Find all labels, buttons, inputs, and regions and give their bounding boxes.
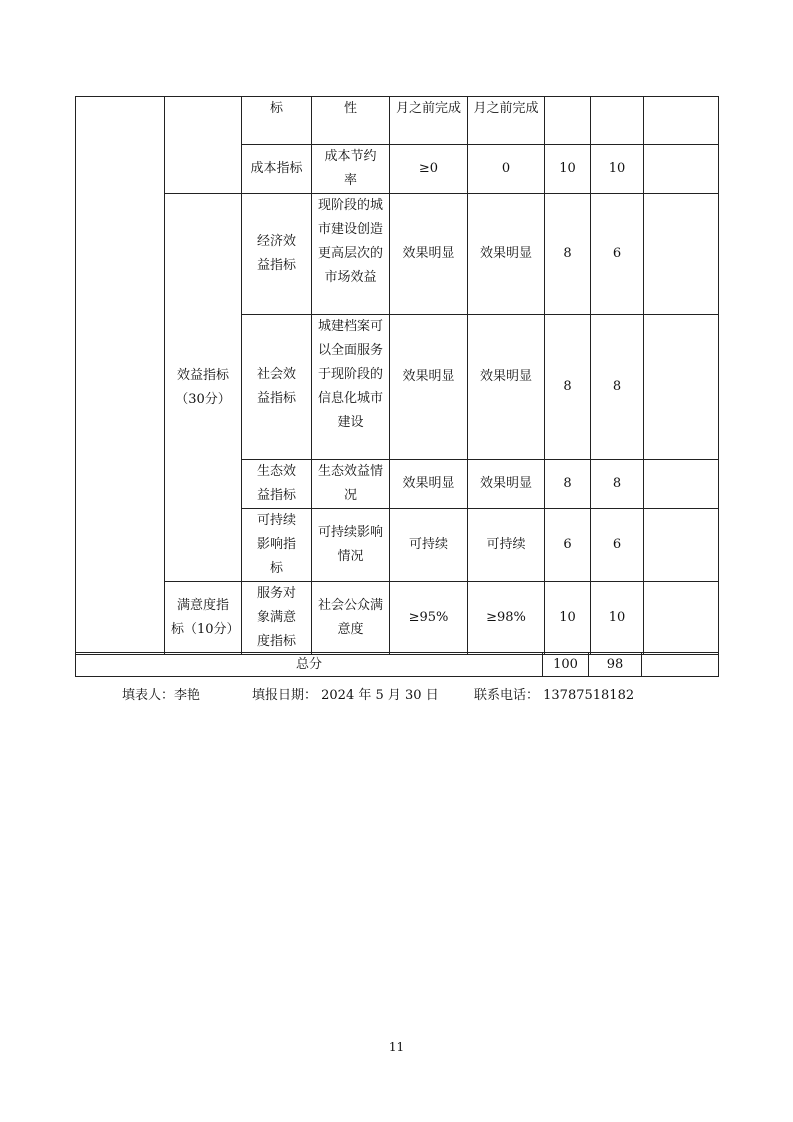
- table-row: [76, 97, 719, 145]
- table-cell: [644, 145, 719, 194]
- filler-name: 填表人：李艳: [122, 688, 201, 703]
- benefit-group-label: 效益指标（30分）: [165, 194, 242, 582]
- contact-phone: 联系电话： 13787518182: [474, 688, 635, 703]
- table-cell: ≥0: [390, 145, 468, 194]
- total-target: 100: [543, 653, 589, 677]
- table-cell: [591, 97, 644, 145]
- table-cell: 10: [545, 145, 591, 194]
- table-cell: 月之前完成: [390, 97, 468, 145]
- table-cell: 8: [591, 460, 644, 509]
- table-cell: 服务对象满意度指标: [242, 582, 312, 655]
- table-cell: 成本指标: [242, 145, 312, 194]
- table-cell: [545, 97, 591, 145]
- table-cell: 社会公众满意度: [312, 582, 390, 655]
- table-cell: 经济效益指标: [242, 194, 312, 315]
- table-cell: 月之前完成: [468, 97, 545, 145]
- table-cell: [76, 97, 165, 655]
- table-cell: 生态效益情况: [312, 460, 390, 509]
- table-cell: 8: [545, 460, 591, 509]
- table-cell: ≥98%: [468, 582, 545, 655]
- table-cell: 效果明显: [468, 194, 545, 315]
- performance-table: [75, 96, 719, 655]
- table-cell: 城建档案可以全面服务于现阶段的信息化城市建设: [312, 315, 390, 460]
- table-cell: [644, 509, 719, 582]
- table-cell: 成本节约率: [312, 145, 390, 194]
- table-cell: ≥95%: [390, 582, 468, 655]
- table-cell: 可持续影响情况: [312, 509, 390, 582]
- total-label: 总分: [76, 653, 543, 677]
- total-row: [76, 653, 719, 677]
- table-cell: 可持续: [390, 509, 468, 582]
- table-cell: 社会效益指标: [242, 315, 312, 460]
- table-cell: [165, 97, 242, 194]
- table-cell: [644, 315, 719, 460]
- table-cell: 可持续影响指标: [242, 509, 312, 582]
- total-score: 98: [589, 653, 642, 677]
- table-cell: 生态效益指标: [242, 460, 312, 509]
- table-cell: 现阶段的城市建设创造更高层次的市场效益: [312, 194, 390, 315]
- table-cell: 6: [591, 509, 644, 582]
- page-number: 11: [388, 1040, 405, 1054]
- table-cell: 8: [545, 194, 591, 315]
- table-cell: 效果明显: [468, 315, 545, 460]
- table-cell: 效果明显: [390, 460, 468, 509]
- table-cell: 10: [545, 582, 591, 655]
- table-cell: [644, 97, 719, 145]
- table-cell: [644, 460, 719, 509]
- table-cell: 6: [591, 194, 644, 315]
- table-cell: 8: [591, 315, 644, 460]
- table-cell: [644, 582, 719, 655]
- table-cell: 效果明显: [390, 194, 468, 315]
- table-cell: 6: [545, 509, 591, 582]
- table-cell: [642, 653, 719, 677]
- table-row: [76, 194, 719, 315]
- table-cell: 8: [545, 315, 591, 460]
- table-cell: 10: [591, 582, 644, 655]
- table-cell: [644, 194, 719, 315]
- table-cell: 效果明显: [468, 460, 545, 509]
- table-cell: 0: [468, 145, 545, 194]
- fill-date: 填报日期： 2024 年 5 月 30 日: [252, 688, 439, 703]
- table-row: [76, 582, 719, 655]
- table-cell: 效果明显: [390, 315, 468, 460]
- table-cell: 10: [591, 145, 644, 194]
- table-cell: 满意度指标（10分）: [165, 582, 242, 655]
- table-cell: 标: [242, 97, 312, 145]
- total-row-table: [75, 652, 719, 677]
- table-cell: 性: [312, 97, 390, 145]
- table-cell: 可持续: [468, 509, 545, 582]
